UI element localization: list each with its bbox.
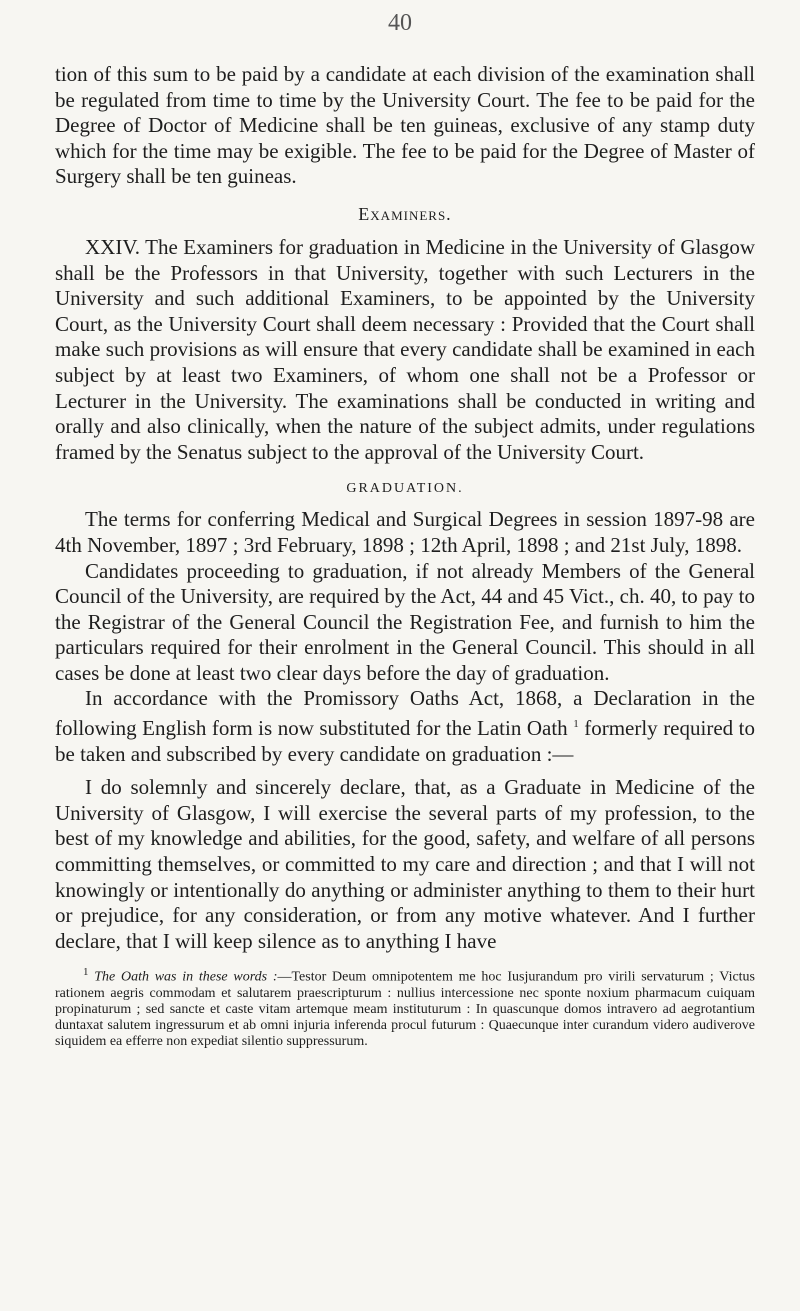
paragraph-graduation-terms: The terms for conferring Medical and Surgical Degrees in session 1897-98 are 4th November, 1897 ; 3rd February, 1898 ; 12th April, 1898 ; and 21st July, 1898. xyxy=(55,507,755,557)
page-body xyxy=(55,62,755,1050)
footnote-lead: The Oath was in these words : xyxy=(94,970,278,986)
paragraph-promissory-oaths-text-end: formerly required to be taken and subscribed by every candidate on graduation :— xyxy=(55,716,755,766)
paragraph-examiners: XXIV. The Examiners for graduation in Medicine in the University of Glasgow shall be the Professors in that University, together with such Lecturers in the University and such additional Examiners, to be appointed by the University Court, as the University Court shall deem necessary : Provided that the Court shall make such provisions as will ensure that every candidate shall be examined in each subject by at least two Examiners, of whom one shall not be a Professor or Lecturer in the University. The examinations shall be conducted in writing and orally and also clinically, when the nature of the subject admits, under regulations framed by the Senatus subject to the approval of the University Court. xyxy=(55,234,755,464)
paragraph-promissory-oaths-text: In accordance with the Promissory Oaths Act, 1868, a Declaration in the following English form is now substituted for the Latin Oath xyxy=(55,686,755,741)
footnote-latin-oath: —Testor Deum omnipotentem me hoc Iusjurandum pro virili servaturum ; Victus rationem aegris commodam et salutarem praescripturum : nullius intercessione nec sponte noxium pharmacum cuiquam propinaturum ; sed sancte et caste vitam artemque meam instituturum : In quascunque domos intravero ad aegrotantium duntaxat salutem ingressurum et ab omni injuria inferenda procul futurum : Quaecunque inter curandum videro audiverove siquidem ea efferre non expediat silentio suppressurum. xyxy=(55,970,756,1050)
paragraph-fee-regulation: tion of this sum to be paid by a candidate at each division of the examination shall be regulated from time to time by the University Court. The fee to be paid for the Degree of Doctor of Medicine shall be ten guineas, exclusive of any stamp duty which for the time may be exigible. The fee to be paid for the Degree of Master of Surgery shall be ten guineas. xyxy=(55,62,755,189)
footnote-reference-mark: 1 xyxy=(573,718,579,731)
paragraph-declaration: I do solemnly and sincerely declare, that, as a Graduate in Medicine of the University of Glasgow, I will exercise the several parts of my profession, to the best of my knowledge and abilities, for the good, safety, and welfare of all persons committing themselves, or committed to my care and direction ; and that I will not knowingly or intentionally do anything or administer anything to them to their hurt or prejudice, for any consideration, or from any motive whatever. And I further declare, that I will keep silence as to anything I have xyxy=(55,775,755,953)
section-heading-graduation: GRADUATION. xyxy=(346,481,464,497)
footnote xyxy=(55,964,755,1050)
paragraph-registration: Candidates proceeding to graduation, if not already Members of the General Council of the University, are required by the Act, 44 and 45 Vict., ch. 40, to pay to the Registrar of the General Council the Registration Fee, and furnish to him the particulars required for their enrolment in the General Council. This should in all cases be done at least two clear days before the day of graduation. xyxy=(55,558,755,685)
section-heading-examiners: Examiners. xyxy=(358,203,452,224)
footnote-mark: 1 xyxy=(83,966,89,979)
paragraph-promissory-oaths xyxy=(55,686,755,767)
page-number: 40 xyxy=(388,10,412,36)
